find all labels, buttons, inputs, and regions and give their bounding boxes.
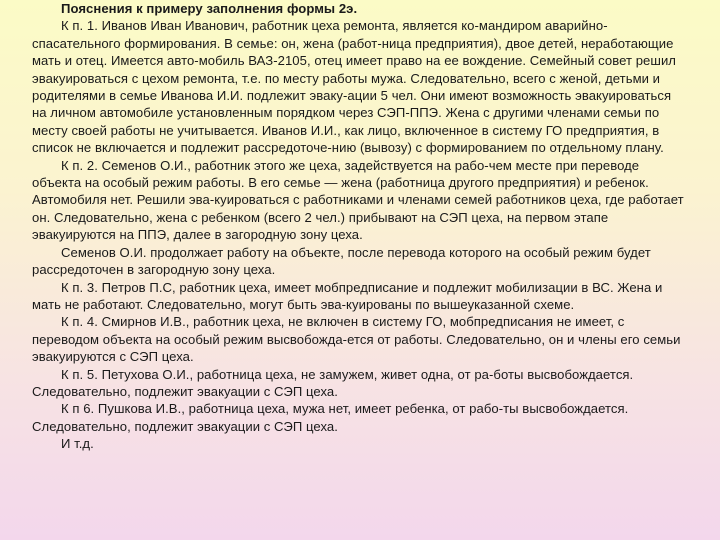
paragraph-item-2: К п. 2. Семенов О.И., работник этого же цеха, задействуется на рабо-чем месте при переводе объекта на особый режим работы. В его семье — жена (работница другого предприятия) и ребенок. Автомобиля нет. Решили эва-куироваться с работниками и членами семей работников цеха, где работает он. Следовательно, жена с ребенком (всего 2 чел.) прибывают на СЭП цеха, на первом этапе эвакуируются на ППЭ, далее в загородную зону цеха. — [32, 157, 684, 243]
paragraph-semenov-continued: Семенов О.И. продолжает работу на объекте, после перевода которого на особый режим будет рассредоточен в загородную зону цеха. — [32, 244, 651, 278]
document-title: Пояснения к примеру заполнения формы 2э. — [61, 1, 358, 16]
paragraph-item-1: К п. 1. Иванов Иван Иванович, работник цеха ремонта, является ко-мандиром аварийно-спасательного формирования. В семье: он, жена (работ-ница предприятия), двое детей, неработающие мать и отец. Имеется авто-мобиль ВАЗ-2105, отец имеет право на ее вождение. Семейный совет решил эвакуироваться с цехом ремонта, т.е. по месту работы мужа. Следовательно, всего с женой, детьми и родителями в семье Иванова И.И. подлежит эваку-ации 5 чел. Они имеют возможность эвакуироваться на личном автомобиле установленным порядком через СЭП-ППЭ. Жена с другими членами семьи по месту своей работы не учитывается. Иванов И.И., как лицо, включенное в систему ГО предприятия, в список не включается и подлежит рассредоточе-нию (вывозу) с формированием по отдельному плану. — [32, 18, 676, 156]
paragraph-item-5: К п. 5. Петухова О.И., работница цеха, не замужем, живет одна, от ра-боты высвобождается. Следовательно, подлежит эвакуации с СЭП цеха. — [32, 366, 634, 399]
paragraph-etc: И т.д. — [61, 436, 94, 452]
document-page — [32, 0, 688, 453]
paragraph-item-3: К п. 3. Петров П.С, работник цеха, имеет мобпредписание и подлежит мобилизации в ВС. Жена и мать не работают. Следовательно, могут быть эва-куированы по вышеуказанной схеме. — [32, 279, 663, 312]
paragraph-item-4: К п. 4. Смирнов И.В., работник цеха, не включен в систему ГО, мобпредписания не имеет, с переводом объекта на особый режим высвобожда-ется от работы. Следовательно, он и члены его семьи эвакуируются с СЭП цеха. — [32, 314, 681, 365]
paragraph-item-6: К п 6. Пушкова И.В., работница цеха, мужа нет, имеет ребенка, от рабо-ты высвобождается. Следовательно, подлежит эвакуации с СЭП цеха. — [32, 401, 629, 434]
